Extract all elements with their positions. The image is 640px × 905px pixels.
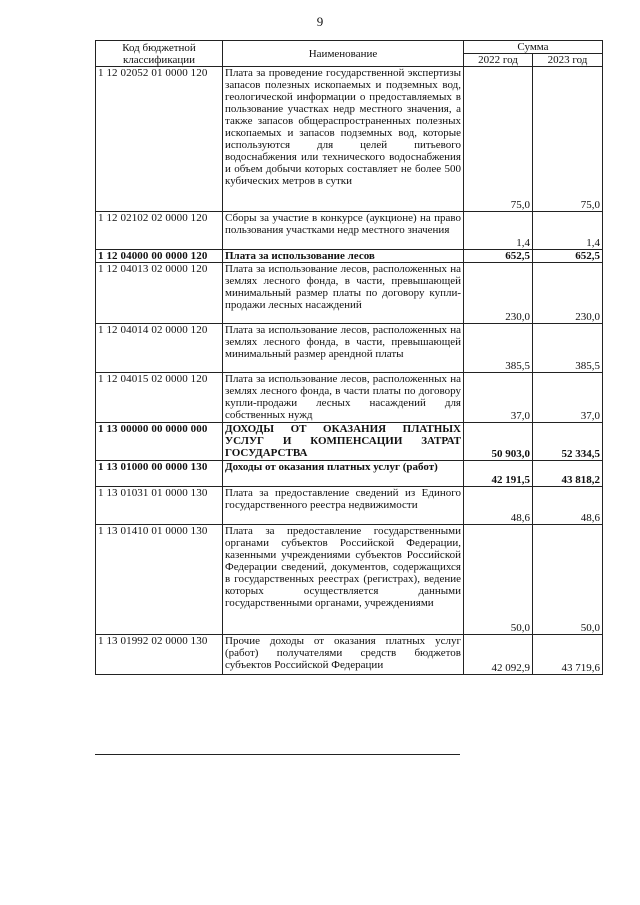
row-code: 1 12 04015 02 0000 120 (96, 373, 223, 423)
row-value-2023: 43 818,2 (533, 461, 603, 487)
row-value-2022: 230,0 (464, 263, 533, 324)
code-column-header: Код бюджетной классификации (96, 41, 223, 67)
row-name: Плата за использование лесов (223, 250, 464, 263)
row-value-2022: 42 191,5 (464, 461, 533, 487)
row-code: 1 13 00000 00 0000 000 (96, 423, 223, 461)
table-row (96, 324, 603, 373)
row-value-2022: 50 903,0 (464, 423, 533, 461)
row-code: 1 12 04000 00 0000 120 (96, 250, 223, 263)
row-value-2022: 50,0 (464, 525, 533, 635)
row-value-2023: 75,0 (533, 67, 603, 212)
row-name: Прочие доходы от оказания платных услуг (работ) получателями средств бюджетов субъектов Российской Федерации (223, 635, 464, 675)
row-code: 1 12 04013 02 0000 120 (96, 263, 223, 324)
row-name: ДОХОДЫ ОТ ОКАЗАНИЯ ПЛАТНЫХ УСЛУГ И КОМПЕНСАЦИИ ЗАТРАТ ГОСУДАРСТВА (223, 423, 464, 461)
row-code: 1 13 01031 01 0000 130 (96, 487, 223, 525)
row-value-2023: 652,5 (533, 250, 603, 263)
row-value-2022: 385,5 (464, 324, 533, 373)
row-value-2023: 43 719,6 (533, 635, 603, 675)
row-name: Плата за использование лесов, расположенных на землях лесного фонда, в части платы по договору купли-продажи лесных насаждений для собственных нужд (223, 373, 464, 423)
row-value-2023: 385,5 (533, 324, 603, 373)
year-2023-header: 2023 год (533, 54, 603, 67)
table-row (96, 423, 603, 461)
row-value-2023: 1,4 (533, 212, 603, 250)
table-header-row (96, 41, 603, 54)
row-name: Сборы за участие в конкурсе (аукционе) на право пользования участками недр местного значения (223, 212, 464, 250)
row-name: Плата за проведение государственной экспертизы запасов полезных ископаемых и подземных вод, геологической информации о предоставляемых в пользование участках недр местного значения, а также запасов общераспространенных полезных ископаемых и запасов подземных вод, которые используются для целей питьевого водоснабжения или технического водоснабжения и объем добычи которых составляет не более 500 кубических метров в сутки (223, 67, 464, 212)
row-code: 1 13 01410 01 0000 130 (96, 525, 223, 635)
table-row (96, 250, 603, 263)
table-row (96, 67, 603, 212)
row-value-2023: 50,0 (533, 525, 603, 635)
row-name: Плата за использование лесов, расположенных на землях лесного фонда, в части, превышающей минимальный размер платы по договору купли-продажи лесных насаждений (223, 263, 464, 324)
row-value-2023: 48,6 (533, 487, 603, 525)
row-name: Плата за предоставление сведений из Единого государственного реестра недвижимости (223, 487, 464, 525)
row-code: 1 12 04014 02 0000 120 (96, 324, 223, 373)
row-value-2022: 652,5 (464, 250, 533, 263)
footer-divider-line (95, 754, 460, 755)
row-value-2023: 37,0 (533, 373, 603, 423)
table-row (96, 373, 603, 423)
row-value-2022: 1,4 (464, 212, 533, 250)
table-row (96, 212, 603, 250)
table-row (96, 263, 603, 324)
row-code: 1 12 02102 02 0000 120 (96, 212, 223, 250)
row-value-2022: 48,6 (464, 487, 533, 525)
sum-column-header: Сумма (464, 41, 603, 54)
row-value-2023: 230,0 (533, 263, 603, 324)
row-name: Доходы от оказания платных услуг (работ) (223, 461, 464, 487)
row-value-2022: 75,0 (464, 67, 533, 212)
table-row (96, 635, 603, 675)
row-name: Плата за использование лесов, расположенных на землях лесного фонда, в части, превышающей минимальный размер арендной платы (223, 324, 464, 373)
name-column-header: Наименование (223, 41, 464, 67)
budget-table (95, 40, 603, 675)
row-code: 1 12 02052 01 0000 120 (96, 67, 223, 212)
page-number: 9 (316, 14, 324, 29)
row-value-2022: 37,0 (464, 373, 533, 423)
table-row (96, 461, 603, 487)
row-code: 1 13 01000 00 0000 130 (96, 461, 223, 487)
row-name: Плата за предоставление государственными органами субъектов Российской Федерации, казенными учреждениями субъектов Российской Федерации сведений, документов, содержащихся в государственных реестрах (регистрах), ведение которых осуществляется данными государственными органами, учреждениями (223, 525, 464, 635)
row-code: 1 13 01992 02 0000 130 (96, 635, 223, 675)
row-value-2023: 52 334,5 (533, 423, 603, 461)
row-value-2022: 42 092,9 (464, 635, 533, 675)
table-row (96, 487, 603, 525)
year-2022-header: 2022 год (464, 54, 533, 67)
table-row (96, 525, 603, 635)
